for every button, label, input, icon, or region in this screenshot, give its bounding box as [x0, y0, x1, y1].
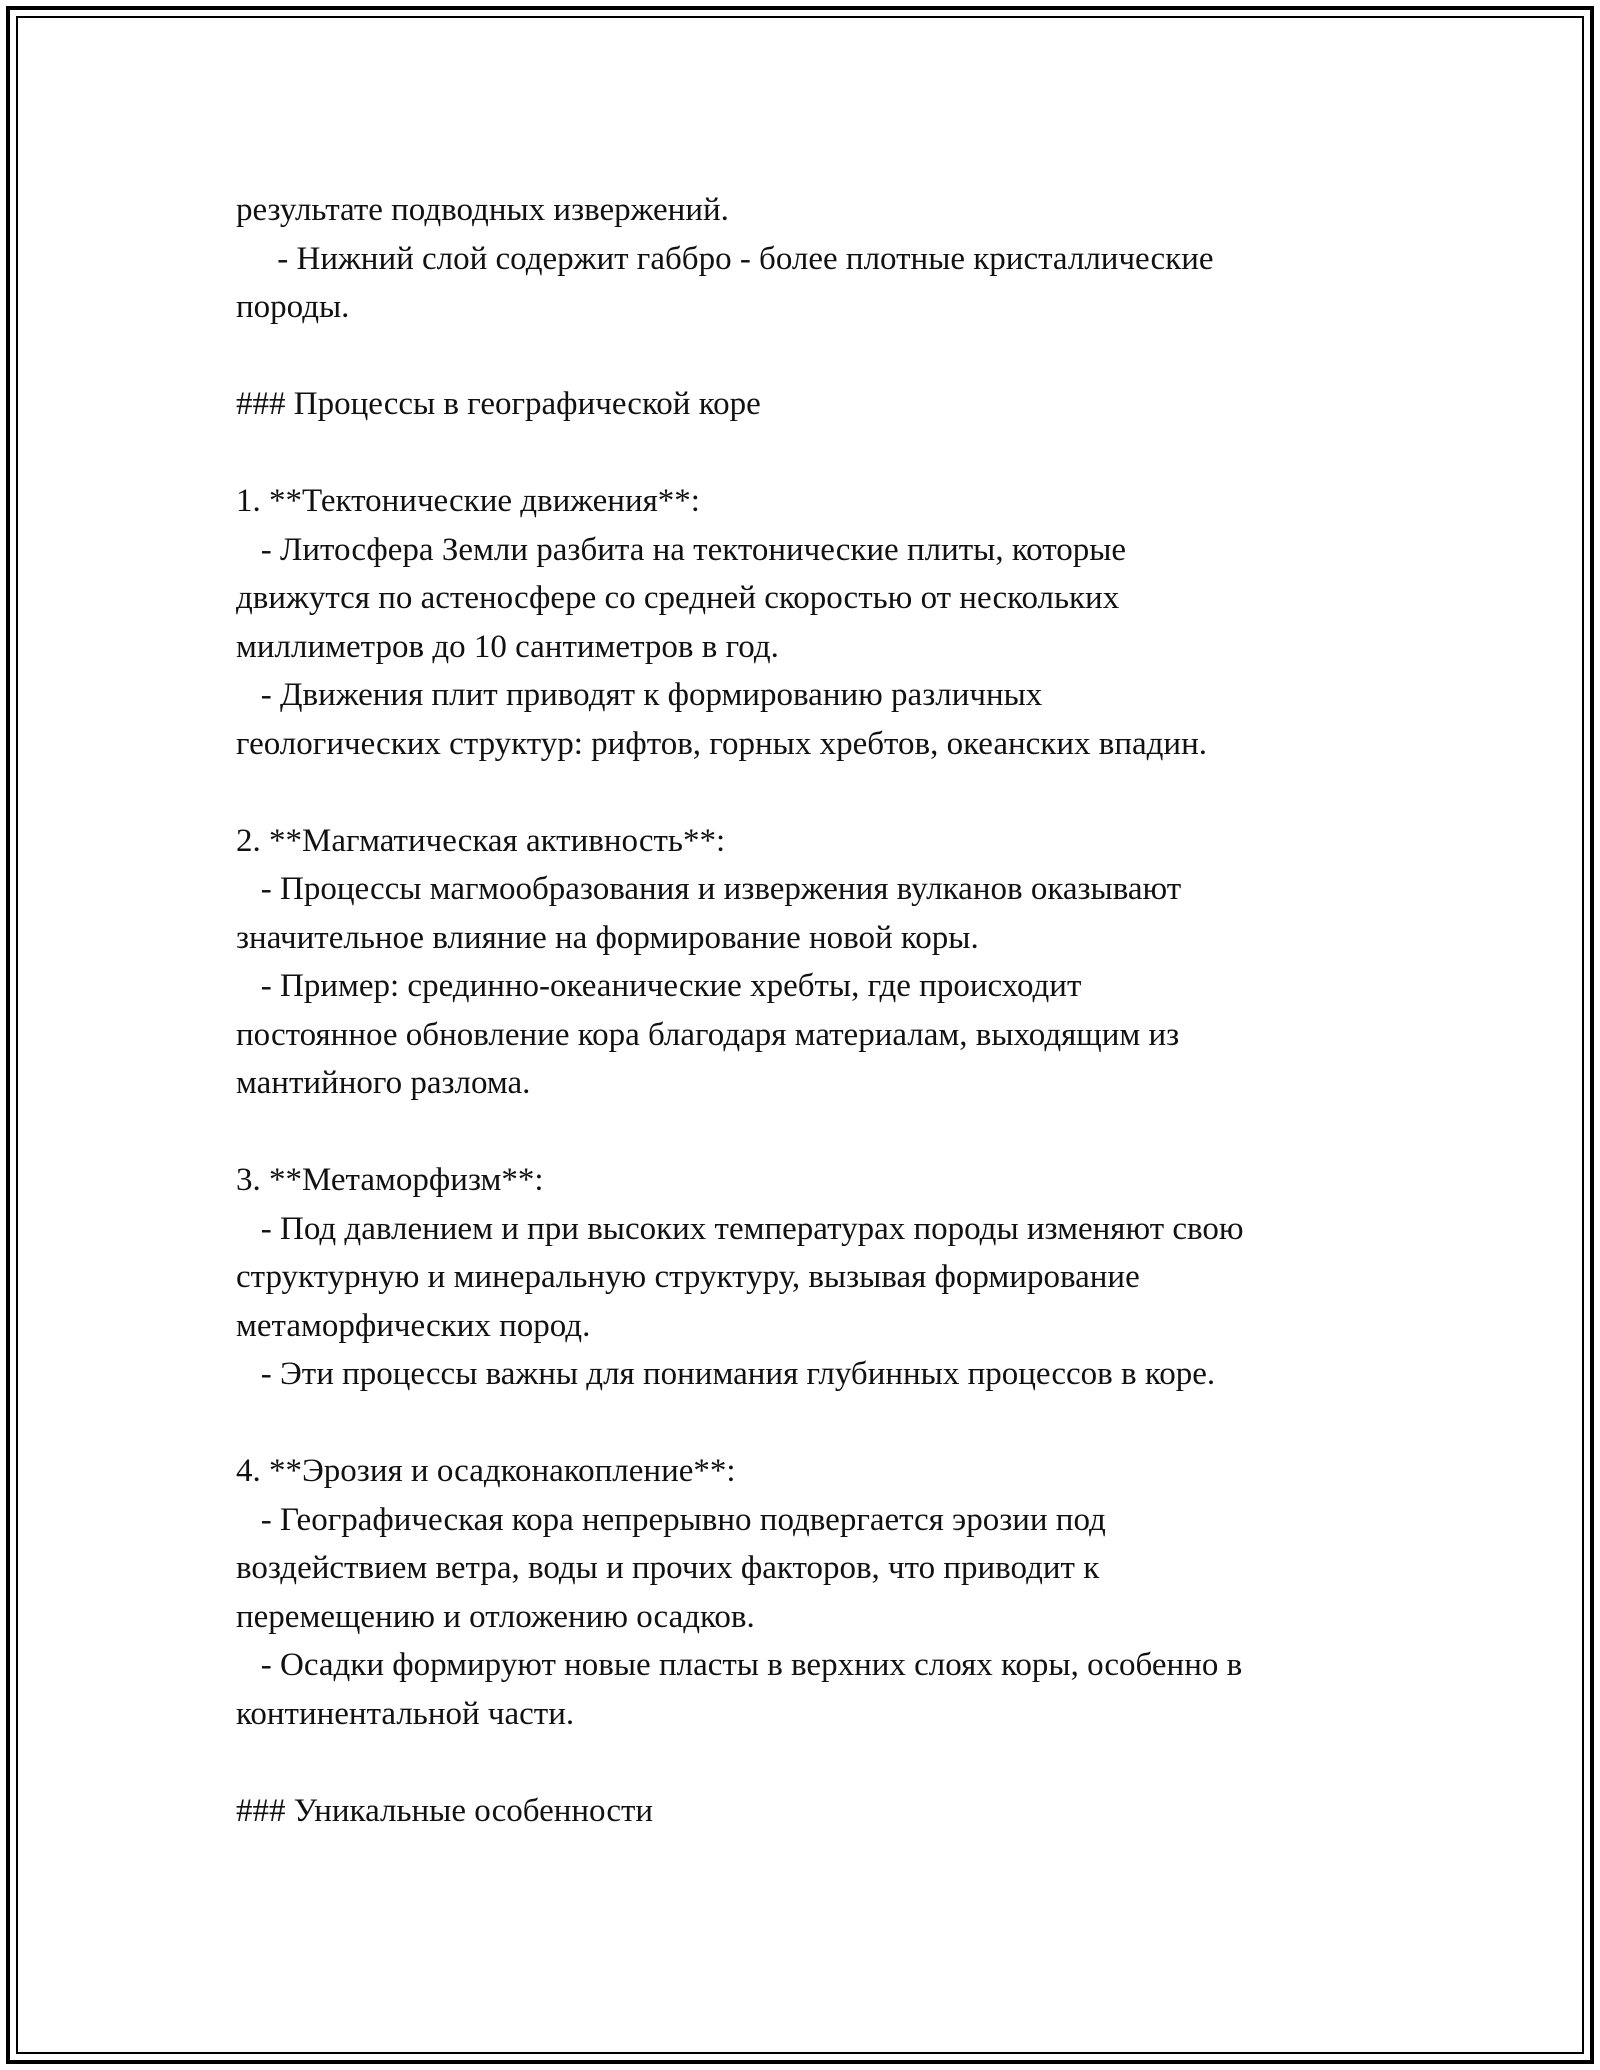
- text-line: структурную и минеральную структуру, вызывая формирование: [236, 1259, 1140, 1295]
- blank-line: [236, 1108, 1366, 1157]
- text-line: - Пример: срединно-океанические хребты, где происходит: [236, 968, 1082, 1004]
- text-line: метаморфических пород.: [236, 1307, 591, 1344]
- text-line: 2. **Магматическая активность**:: [236, 822, 726, 859]
- text-line: - Географическая кора непрерывно подвергается эрозии под: [236, 1501, 1106, 1538]
- text-line: континентальной части.: [236, 1695, 575, 1732]
- blank-line: [236, 332, 1366, 381]
- blank-line: [236, 1399, 1366, 1448]
- text-line: ### Процессы в географической коре: [236, 386, 761, 422]
- blank-line: [236, 1738, 1366, 1787]
- text-line: результате подводных извержений.: [236, 192, 729, 228]
- text-line: воздействием ветра, воды и прочих факторов, что приводит к: [236, 1550, 1100, 1586]
- text-line: 4. **Эрозия и осадконакопление**:: [236, 1453, 736, 1489]
- text-line: значительное влияние на формирование новой коры.: [236, 919, 979, 956]
- text-line: перемещению и отложению осадков.: [236, 1598, 755, 1635]
- text-line: - Процессы магмообразования и извержения вулканов оказывают: [236, 871, 1182, 907]
- text-line: - Осадки формируют новые пласты в верхних слоях коры, особенно в: [236, 1647, 1243, 1683]
- text-line: миллиметров до 10 сантиметров в год.: [236, 628, 779, 665]
- text-line: - Движения плит приводят к формированию различных: [236, 677, 1043, 713]
- text-line: ### Уникальные особенности: [236, 1792, 654, 1829]
- text-line: - Литосфера Земли разбита на тектонические плиты, которые: [236, 531, 1127, 568]
- blank-line: [236, 429, 1366, 478]
- text-line: 1. **Тектонические движения**:: [236, 483, 700, 519]
- text-line: породы.: [236, 289, 350, 325]
- blank-line: [236, 768, 1366, 817]
- text-line: движутся по астеносфере со средней скоростью от нескольких: [236, 580, 1120, 616]
- text-line: геологических структур: рифтов, горных хребтов, океанских впадин.: [236, 725, 1207, 762]
- text-line: постоянное обновление кора благодаря материалам, выходящим из: [236, 1016, 1180, 1053]
- text-line: 3. **Метаморфизм**:: [236, 1162, 544, 1198]
- document-body: [236, 186, 1366, 1835]
- text-line: - Нижний слой содержит габбро - более плотные кристаллические: [236, 240, 1214, 277]
- text-line: мантийного разлома.: [236, 1065, 531, 1101]
- text-line: - Эти процессы важны для понимания глубинных процессов в коре.: [236, 1356, 1216, 1392]
- text-line: - Под давлением и при высоких температурах породы изменяют свою: [236, 1210, 1244, 1247]
